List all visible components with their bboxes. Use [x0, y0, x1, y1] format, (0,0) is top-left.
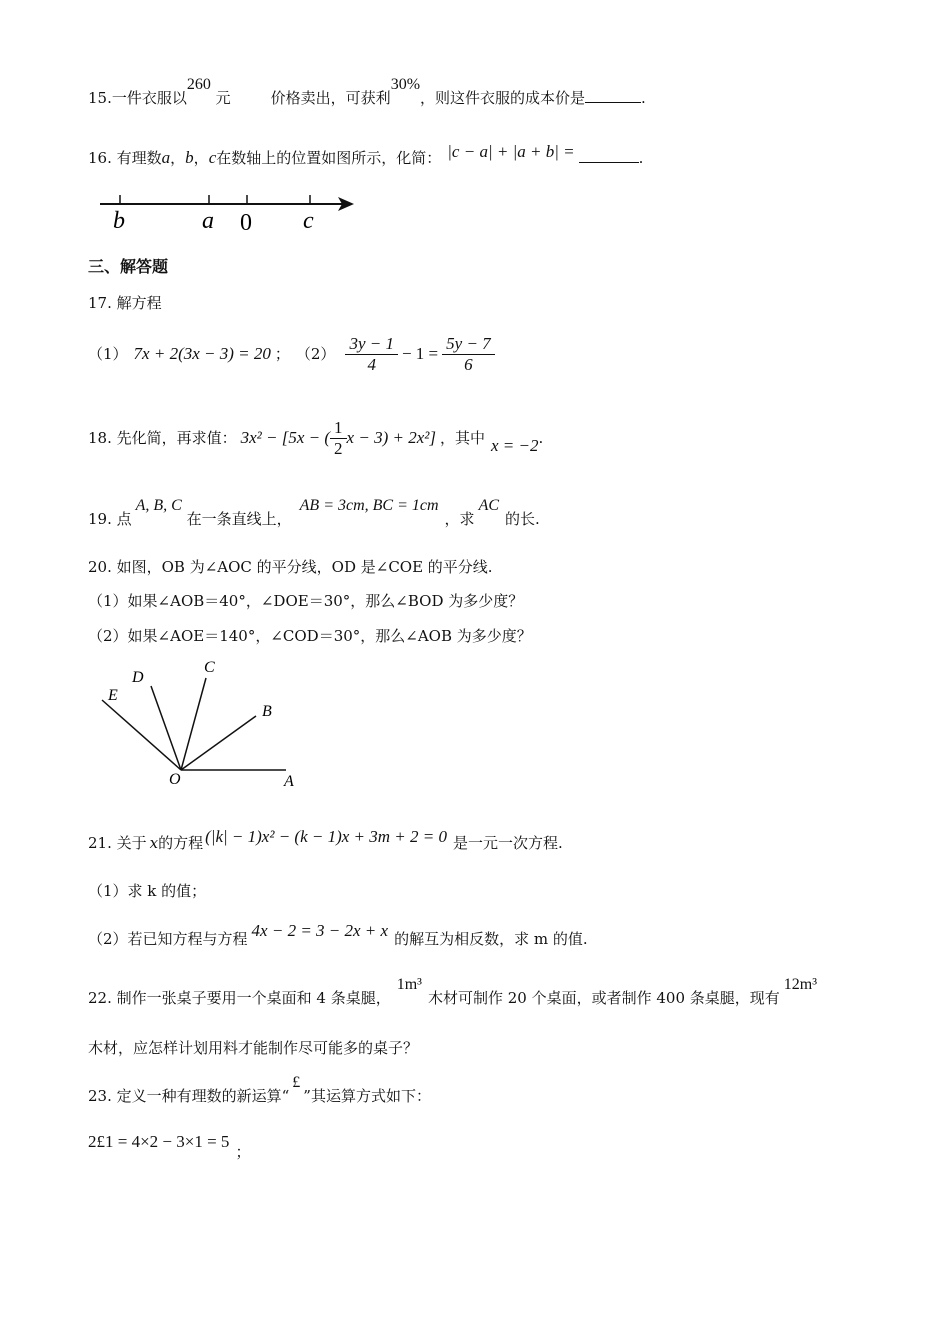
q21-part1: （1）求 k 的值； [88, 882, 207, 900]
q18-text-2: ，其中 [439, 429, 485, 447]
ray-oc [181, 678, 206, 770]
q18-expr-part2: x − 3) + 2x²] [346, 428, 436, 447]
q15-rate: 30% [390, 76, 421, 93]
q17-right-denominator: 6 [464, 354, 473, 374]
q17-left-denominator: 4 [367, 354, 376, 374]
q16-answer-blank [579, 148, 639, 163]
question-15 [88, 76, 646, 109]
label-a: a [202, 208, 214, 234]
q19-text-2: 在一条直线上， [186, 510, 292, 528]
q22-text-3: 木材，应怎样计划用料才能制作尽可能多的桌子？ [88, 1039, 419, 1057]
number-line-figure [96, 186, 366, 236]
q22-text-2: 木材可制作 20 个桌面，或者制作 400 条桌腿，现有 [427, 989, 780, 1007]
q16-number: 16. [88, 149, 112, 167]
label-e: E [108, 687, 118, 704]
q22-unit-2: 12m³ [783, 976, 818, 993]
label-c: c [303, 208, 314, 234]
q23-example [88, 1132, 251, 1161]
q19-text-3: ，求 [444, 510, 475, 528]
q19-points: A, B, C [135, 497, 182, 514]
q17-left-fraction [345, 334, 398, 375]
label-b: b [113, 208, 125, 234]
question-23 [88, 1074, 431, 1107]
q21-text-2: 的方程 [158, 834, 204, 852]
q21-text-1: 21. 关于 [88, 834, 147, 852]
q17-left-numerator: 3y − 1 [345, 334, 398, 355]
q16-comma-2: ， [193, 149, 209, 167]
section-heading: 三、解答题 [88, 257, 169, 276]
q19-condition: AB = 3cm, BC = 1cm [299, 497, 439, 514]
q16-text-2: 在数轴上的位置如图所示，化简： [216, 149, 442, 167]
q23-separator: ； [235, 1143, 251, 1161]
q18-condition: x = −2 [490, 436, 539, 455]
label-c: C [204, 659, 215, 676]
q18-expr-part1: 3x² − [5x − ( [240, 428, 331, 447]
q18-half-numerator: 1 [330, 418, 347, 439]
q21-x: x [149, 834, 159, 852]
q21-part2-text-2: 的解互为相反数，求 m 的值. [394, 930, 588, 948]
q22-text-1: 22. 制作一张桌子要用一个桌面和 4 条桌腿， [88, 989, 391, 1007]
q17-title: 17. 解方程 [88, 294, 162, 312]
q16-end: . [638, 149, 644, 167]
q15-text-2: 元 [215, 89, 231, 107]
q21-equation: (|k| − 1)x² − (k − 1)x + 3m + 2 = 0 [205, 827, 447, 846]
q15-text-4: ，则这件衣服的成本价是 [420, 89, 586, 107]
q16-text-1: 有理数 [116, 149, 162, 167]
q18-text: 18. 先化简，再求值： [88, 429, 237, 447]
q21-part2-text-1: （2）若已知方程与方程 [88, 930, 248, 948]
q18-half-fraction [330, 418, 347, 459]
q15-end: . [641, 89, 646, 107]
ray-ob [181, 716, 256, 770]
q16-var-c: c [208, 148, 217, 167]
angle-figure [96, 656, 316, 792]
q20-part1: （1）如果∠AOB＝40°，∠DOE＝30°，那么∠BOD 为多少度？ [88, 592, 524, 610]
q15-text-1: 一件衣服以 [111, 89, 187, 107]
question-19 [88, 497, 540, 530]
q16-expression: |c − a| + |a + b| = [447, 142, 575, 161]
q17-middle: − 1 = [401, 344, 439, 363]
q18-half-denominator: 2 [334, 438, 343, 458]
question-21 [88, 827, 563, 853]
label-d: D [132, 669, 144, 686]
label-a: A [284, 773, 294, 790]
q17-part2-label: （2） [295, 345, 336, 363]
q17-part1-equation: 7x + 2(3x − 3) = 20 [133, 344, 271, 363]
q15-answer-blank [585, 88, 641, 103]
question-22 [88, 976, 818, 1009]
q19-text-1: 19. 点 [88, 510, 132, 528]
q15-price: 260 [186, 76, 211, 93]
q23-text-1: 23. 定义一种有理数的新运算“ [88, 1087, 290, 1105]
q23-operator: £ [292, 1074, 301, 1091]
q19-ac: AC [478, 497, 500, 514]
q17-equations [88, 332, 495, 376]
q17-separator: ； [274, 345, 290, 363]
q21-part2-equation: 4x − 2 = 3 − 2x + x [251, 921, 389, 940]
q16-comma-1: ， [170, 149, 186, 167]
q17-right-numerator: 5y − 7 [442, 334, 495, 355]
q23-example-equation: 2£1 = 4×2 − 3×1 = 5 [88, 1132, 230, 1151]
q15-number: 15. [88, 89, 112, 107]
question-18 [88, 414, 543, 462]
q23-text-2: ”其运算方式如下： [303, 1087, 431, 1105]
q20-stem: 20. 如图，OB 为∠AOC 的平分线，OD 是∠COE 的平分线. [88, 558, 493, 576]
label-b: B [262, 703, 272, 720]
q17-part1-label: （1） [88, 345, 128, 363]
label-zero: 0 [240, 210, 252, 236]
q21-text-3: 是一元一次方程. [453, 834, 563, 852]
q20-part2: （2）如果∠AOE＝140°，∠COD＝30°，那么∠AOB 为多少度？ [88, 627, 532, 645]
q16-var-a: a [161, 148, 171, 167]
q15-text-3: 价格卖出，可获利 [270, 89, 391, 107]
q16-var-b: b [185, 148, 194, 167]
q22-unit-1: 1m³ [396, 976, 422, 993]
q19-text-4: 的长. [505, 510, 540, 528]
q17-right-fraction [442, 334, 495, 375]
question-16 [88, 142, 644, 168]
q18-end: . [538, 429, 544, 447]
label-o: O [169, 771, 181, 788]
q21-part2 [88, 921, 588, 949]
